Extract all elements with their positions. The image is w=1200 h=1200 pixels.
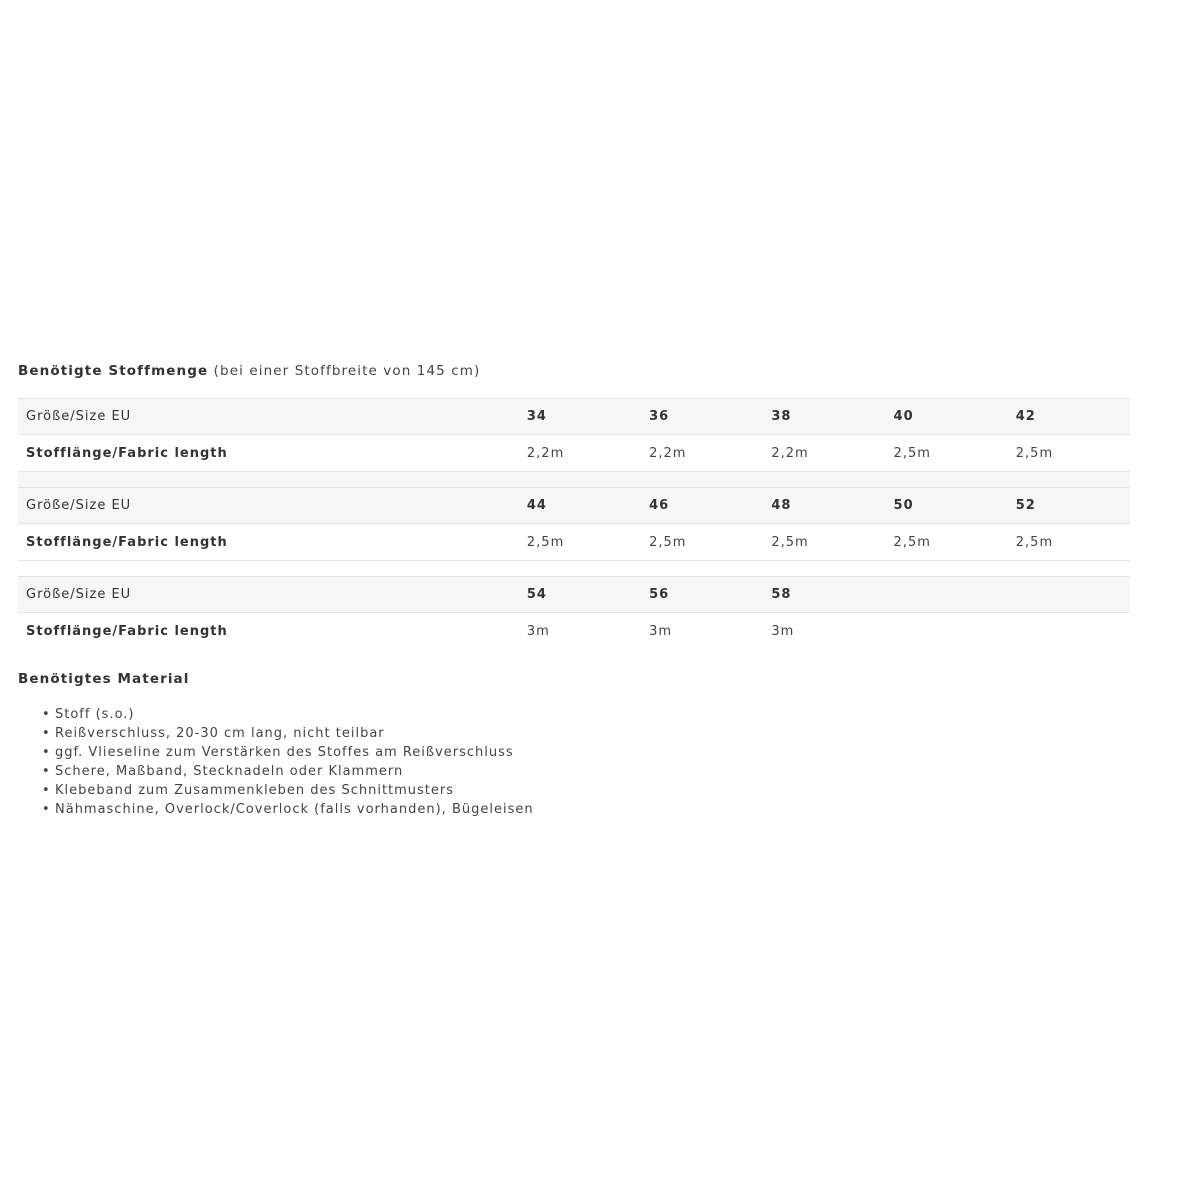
size-value: 38	[763, 399, 885, 435]
size-label: Größe/Size EU	[18, 577, 519, 613]
size-label: Größe/Size EU	[18, 399, 519, 435]
fabric-heading	[18, 362, 1130, 380]
size-value: 36	[641, 399, 763, 435]
length-label: Stofflänge/Fabric length	[18, 613, 519, 650]
length-value: 2,5m	[1008, 435, 1130, 472]
fabric-heading-note: (bei einer Stoffbreite von 145 cm)	[213, 363, 481, 379]
length-value	[1008, 613, 1130, 650]
size-value: 52	[1008, 488, 1130, 524]
length-value: 2,5m	[641, 524, 763, 561]
length-value: 2,2m	[763, 435, 885, 472]
size-row	[18, 488, 1130, 524]
length-value	[886, 613, 1008, 650]
length-value: 3m	[519, 613, 641, 650]
size-value: 58	[763, 577, 885, 613]
length-value: 2,5m	[886, 524, 1008, 561]
size-value: 56	[641, 577, 763, 613]
material-list	[18, 705, 1130, 819]
list-item	[42, 762, 1130, 781]
material-heading: Benötigtes Material	[18, 671, 190, 687]
list-item	[42, 800, 1130, 819]
list-item-text: Schere, Maßband, Stecknadeln oder Klammern	[55, 764, 404, 779]
length-value: 3m	[763, 613, 885, 650]
length-row	[18, 613, 1130, 650]
length-value: 2,2m	[641, 435, 763, 472]
size-label: Größe/Size EU	[18, 488, 519, 524]
bullet-icon: •	[42, 726, 51, 741]
length-value: 2,2m	[519, 435, 641, 472]
bullet-icon: •	[42, 783, 51, 798]
fabric-size-table	[18, 398, 1130, 649]
size-value: 46	[641, 488, 763, 524]
size-value: 44	[519, 488, 641, 524]
size-value	[886, 577, 1008, 613]
size-value: 54	[519, 577, 641, 613]
list-item	[42, 781, 1130, 800]
size-value: 42	[1008, 399, 1130, 435]
length-value: 2,5m	[886, 435, 1008, 472]
length-row	[18, 435, 1130, 472]
length-value: 3m	[641, 613, 763, 650]
size-value: 50	[886, 488, 1008, 524]
content-area	[18, 362, 1130, 819]
length-value: 2,5m	[763, 524, 885, 561]
list-item-text: Nähmaschine, Overlock/Coverlock (falls vorhanden), Bügeleisen	[55, 802, 534, 817]
bullet-icon: •	[42, 764, 51, 779]
length-value: 2,5m	[1008, 524, 1130, 561]
list-item-text: Stoff (s.o.)	[55, 707, 135, 722]
list-item-text: Klebeband zum Zusammenkleben des Schnittmusters	[55, 783, 455, 798]
table-spacer	[18, 472, 1130, 488]
list-item	[42, 743, 1130, 762]
size-value: 34	[519, 399, 641, 435]
list-item-text: Reißverschluss, 20-30 cm lang, nicht teilbar	[55, 726, 385, 741]
length-value: 2,5m	[519, 524, 641, 561]
size-value	[1008, 577, 1130, 613]
fabric-heading-title: Benötigte Stoffmenge	[18, 363, 209, 379]
size-row	[18, 577, 1130, 613]
length-label: Stofflänge/Fabric length	[18, 435, 519, 472]
list-item-text: ggf. Vlieseline zum Verstärken des Stoffes am Reißverschluss	[55, 745, 514, 760]
length-label: Stofflänge/Fabric length	[18, 524, 519, 561]
size-length-table	[18, 398, 1130, 649]
size-value: 40	[886, 399, 1008, 435]
list-item	[42, 705, 1130, 724]
size-row	[18, 399, 1130, 435]
length-row	[18, 524, 1130, 561]
size-value: 48	[763, 488, 885, 524]
table-spacer	[18, 561, 1130, 577]
list-item	[42, 724, 1130, 743]
bullet-icon: •	[42, 802, 51, 817]
bullet-icon: •	[42, 745, 51, 760]
bullet-icon: •	[42, 707, 51, 722]
